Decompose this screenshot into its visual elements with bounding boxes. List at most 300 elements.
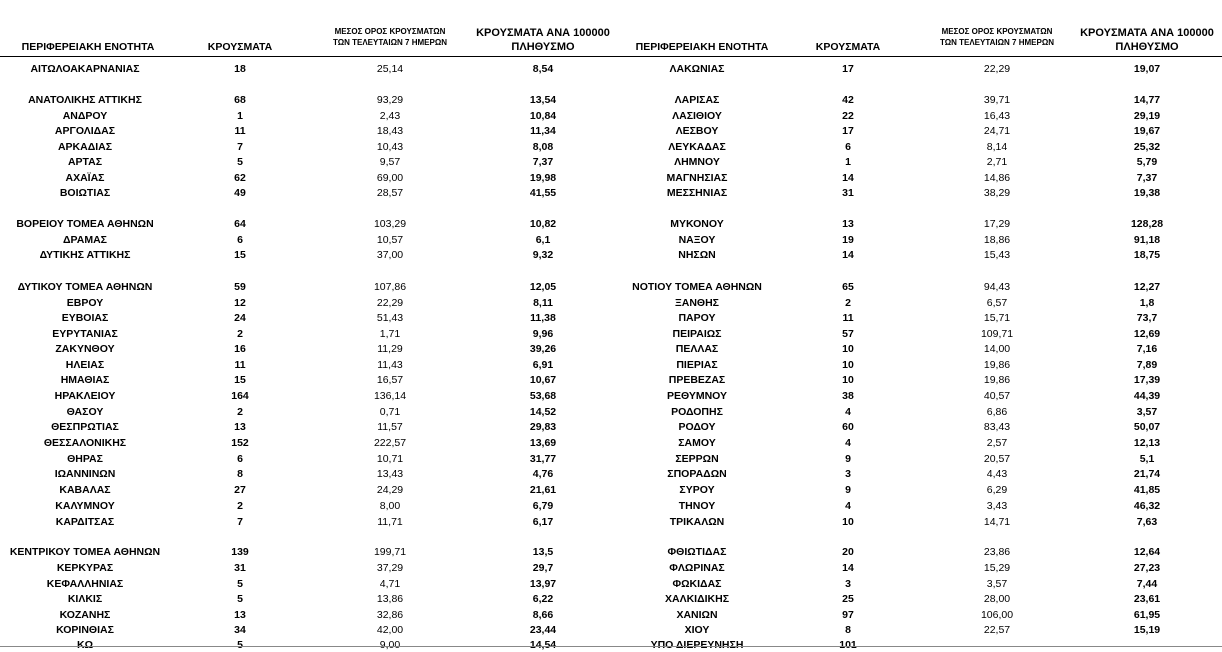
per100k-value: 19,07 (1133, 63, 1161, 75)
avg7-value: 10,57 (376, 234, 404, 246)
header-region: ΠΕΡΙΦΕΡΕΙΑΚΗ ΕΝΟΤΗΤΑ (635, 41, 769, 53)
region-name: ΣΠΟΡΑΔΩΝ (667, 468, 727, 480)
table-row (612, 358, 1222, 372)
per100k-value: 15,19 (1133, 624, 1161, 636)
per100k-value: 41,55 (529, 187, 557, 199)
avg7-value: 6,86 (986, 406, 1008, 418)
per100k-value: 19,38 (1133, 187, 1161, 199)
cases-value: 5 (237, 639, 243, 651)
header-per100k (1072, 26, 1222, 54)
cases-value: 10 (842, 359, 854, 371)
region-name: ΚΟΡΙΝΘΙΑΣ (56, 624, 114, 636)
table-row (0, 327, 612, 341)
table-row (612, 327, 1222, 341)
region-name: ΤΡΙΚΑΛΩΝ (669, 516, 725, 528)
region-name: ΣΕΡΡΩΝ (675, 453, 719, 465)
avg7-value: 24,29 (376, 484, 404, 496)
region-name: ΛΕΣΒΟΥ (675, 125, 719, 137)
per100k-value: 128,28 (1130, 218, 1164, 230)
per100k-value: 13,69 (529, 437, 557, 449)
per100k-value: 29,19 (1133, 110, 1161, 122)
per100k-value: 12,13 (1133, 437, 1161, 449)
avg7-value: 22,29 (376, 297, 404, 309)
cases-value: 101 (839, 639, 857, 651)
per100k-value: 8,66 (532, 609, 554, 621)
per100k-value: 8,08 (532, 141, 554, 153)
avg7-value: 28,57 (376, 187, 404, 199)
avg7-value: 22,57 (983, 624, 1011, 636)
per100k-value: 1,8 (1139, 297, 1155, 309)
table-row (0, 342, 612, 356)
cases-value: 27 (234, 484, 246, 496)
region-name: ΕΥΡΥΤΑΝΙΑΣ (52, 328, 118, 340)
per100k-value: 46,32 (1133, 500, 1161, 512)
cases-value: 1 (237, 110, 243, 122)
per100k-value: 13,97 (529, 578, 557, 590)
table-row (612, 499, 1222, 513)
table-row (612, 577, 1222, 591)
region-name: ΔΡΑΜΑΣ (63, 234, 107, 246)
table-row (0, 186, 612, 200)
avg7-value: 18,43 (376, 125, 404, 137)
region-name: ΚΑΡΔΙΤΣΑΣ (55, 516, 115, 528)
avg7-value: 13,86 (376, 593, 404, 605)
avg7-value: 40,57 (983, 390, 1011, 402)
region-name: ΑΙΤΩΛΟΑΚΑΡΝΑΝΙΑΣ (30, 63, 140, 75)
avg7-value: 107,86 (373, 281, 407, 293)
region-name: ΥΠΟ ΔΙΕΡΕΥΝΗΣΗ (650, 639, 744, 651)
cases-value: 16 (234, 343, 246, 355)
cases-value: 19 (842, 234, 854, 246)
per100k-value: 73,7 (1136, 312, 1158, 324)
per100k-value: 13,54 (529, 94, 557, 106)
region-name: ΗΜΑΘΙΑΣ (60, 374, 110, 386)
cases-value: 5 (237, 156, 243, 168)
region-name: ΝΗΣΩΝ (678, 249, 716, 261)
cases-value: 24 (234, 312, 246, 324)
table-row (0, 93, 612, 107)
table-row (612, 124, 1222, 138)
avg7-value: 15,29 (983, 562, 1011, 574)
cases-value: 6 (237, 453, 243, 465)
avg7-value: 19,86 (983, 374, 1011, 386)
avg7-value: 8,14 (986, 141, 1008, 153)
region-name: ΕΥΒΟΙΑΣ (61, 312, 109, 324)
cases-value: 7 (237, 516, 243, 528)
table-row (612, 389, 1222, 403)
avg7-value: 32,86 (376, 609, 404, 621)
per100k-value: 7,37 (1136, 172, 1158, 184)
cases-value: 11 (234, 359, 246, 371)
cases-value: 17 (842, 125, 854, 137)
per100k-value: 14,77 (1133, 94, 1161, 106)
avg7-value: 38,29 (983, 187, 1011, 199)
avg7-value: 106,00 (980, 609, 1014, 621)
cases-value: 14 (842, 172, 854, 184)
avg7-value: 14,86 (983, 172, 1011, 184)
per100k-value: 18,75 (1133, 249, 1161, 261)
table-row (612, 155, 1222, 169)
region-name: ΡΟΔΟΠΗΣ (671, 406, 723, 418)
table-row (0, 233, 612, 247)
region-name: ΖΑΚΥΝΘΟΥ (55, 343, 115, 355)
cases-value: 11 (842, 312, 854, 324)
table-row (0, 483, 612, 497)
header-per100k-line1: ΚΡΟΥΣΜΑΤΑ ΑΝΑ 100000 (1080, 27, 1214, 39)
header-avg7 (310, 26, 470, 48)
avg7-value: 3,57 (986, 578, 1008, 590)
cases-value: 31 (842, 187, 854, 199)
cases-value: 31 (234, 562, 246, 574)
avg7-value: 11,29 (377, 343, 403, 355)
per100k-value: 7,37 (532, 156, 554, 168)
per100k-value: 7,89 (1136, 359, 1158, 371)
table-row (612, 545, 1222, 559)
avg7-value: 9,57 (379, 156, 401, 168)
cases-value: 59 (234, 281, 246, 293)
per100k-value: 8,54 (532, 63, 554, 75)
region-name: ΔΥΤΙΚΗΣ ΑΤΤΙΚΗΣ (39, 249, 131, 261)
header-cases: ΚΡΟΥΣΜΑΤΑ (207, 41, 273, 53)
cases-value: 9 (845, 453, 851, 465)
per100k-value: 19,67 (1133, 125, 1161, 137)
avg7-value: 20,57 (983, 453, 1011, 465)
region-name: ΑΡΚΑΔΙΑΣ (57, 141, 113, 153)
table-row (0, 311, 612, 325)
per100k-value: 12,27 (1133, 281, 1161, 293)
cases-value: 60 (842, 421, 854, 433)
avg7-value: 22,29 (983, 63, 1011, 75)
cases-value: 6 (237, 234, 243, 246)
table-row (0, 638, 612, 652)
table-row (612, 592, 1222, 606)
avg7-value: 69,00 (376, 172, 404, 184)
region-name: ΛΕΥΚΑΔΑΣ (668, 141, 726, 153)
cases-value: 8 (845, 624, 851, 636)
per100k-value: 5,79 (1136, 156, 1158, 168)
header-avg7-line2: ΤΩΝ ΤΕΛΕΥΤΑΙΩΝ 7 ΗΜΕΡΩΝ (939, 38, 1055, 47)
region-name: ΛΗΜΝΟΥ (674, 156, 720, 168)
per100k-value: 44,39 (1133, 390, 1161, 402)
per100k-value: 21,74 (1133, 468, 1161, 480)
avg7-value: 16,57 (376, 374, 404, 386)
header-avg7-line1: ΜΕΣΟΣ ΟΡΟΣ ΚΡΟΥΣΜΑΤΩΝ (334, 27, 446, 36)
region-name: ΠΡΕΒΕΖΑΣ (668, 374, 726, 386)
cases-value: 5 (237, 593, 243, 605)
cases-value: 20 (842, 546, 854, 558)
cases-value: 18 (234, 63, 246, 75)
table-row (0, 592, 612, 606)
region-name: ΠΙΕΡΙΑΣ (676, 359, 718, 371)
avg7-value: 4,71 (379, 578, 401, 590)
table-row (612, 296, 1222, 310)
table-row (0, 124, 612, 138)
region-name: ΧΑΛΚΙΔΙΚΗΣ (664, 593, 730, 605)
region-name: ΧΑΝΙΩΝ (676, 609, 718, 621)
cases-value: 4 (845, 500, 851, 512)
avg7-value: 37,00 (376, 249, 404, 261)
region-name: ΒΟΙΩΤΙΑΣ (59, 187, 111, 199)
per100k-value: 7,63 (1136, 516, 1158, 528)
per100k-value: 21,61 (529, 484, 557, 496)
table-row (0, 577, 612, 591)
avg7-value: 14,00 (983, 343, 1011, 355)
region-name: ΔΥΤΙΚΟΥ ΤΟΜΕΑ ΑΘΗΝΩΝ (17, 281, 153, 293)
region-name: ΦΘΙΩΤΙΔΑΣ (667, 546, 727, 558)
per100k-value: 11,38 (530, 312, 556, 324)
region-name: ΡΕΘΥΜΝΟΥ (666, 390, 728, 402)
region-name: ΑΝΔΡΟΥ (62, 110, 108, 122)
header-avg7-line2: ΤΩΝ ΤΕΛΕΥΤΑΙΩΝ 7 ΗΜΕΡΩΝ (332, 38, 448, 47)
region-name: ΚΕΡΚΥΡΑΣ (56, 562, 114, 574)
table-row (612, 373, 1222, 387)
avg7-value: 0,71 (379, 406, 401, 418)
table-row (612, 467, 1222, 481)
cases-value: 2 (237, 406, 243, 418)
table-row (0, 405, 612, 419)
per100k-value: 13,5 (532, 546, 554, 558)
table-row (0, 389, 612, 403)
per100k-value: 14,52 (529, 406, 557, 418)
table-row (612, 186, 1222, 200)
region-name: ΠΕΛΛΑΣ (675, 343, 719, 355)
avg7-value: 199,71 (373, 546, 407, 558)
avg7-value: 16,43 (983, 110, 1011, 122)
cases-value: 3 (845, 578, 851, 590)
per100k-value: 10,84 (529, 110, 557, 122)
right-table (612, 0, 1222, 651)
region-name: ΣΥΡΟΥ (679, 484, 715, 496)
avg7-value: 25,14 (376, 63, 404, 75)
table-row (0, 452, 612, 466)
avg7-value: 17,29 (983, 218, 1011, 230)
per100k-value: 9,96 (532, 328, 554, 340)
cases-value: 57 (842, 328, 854, 340)
region-name: ΚΟΖΑΝΗΣ (59, 609, 111, 621)
table-row (0, 358, 612, 372)
region-name: ΠΑΡΟΥ (678, 312, 716, 324)
table-row (612, 280, 1222, 294)
cases-value: 9 (845, 484, 851, 496)
table-row (612, 93, 1222, 107)
table-row (612, 436, 1222, 450)
cases-value: 10 (842, 516, 854, 528)
region-name: ΘΑΣΟΥ (66, 406, 104, 418)
region-name: ΜΑΓΝΗΣΙΑΣ (666, 172, 728, 184)
table-row (0, 545, 612, 559)
per100k-value: 17,39 (1133, 374, 1161, 386)
avg7-value: 23,86 (983, 546, 1011, 558)
cases-value: 42 (842, 94, 854, 106)
region-name: ΝΑΞΟΥ (678, 234, 716, 246)
avg7-value: 1,71 (379, 328, 401, 340)
region-name: ΑΡΓΟΛΙΔΑΣ (54, 125, 116, 137)
cases-value: 25 (842, 593, 854, 605)
cases-value: 10 (842, 374, 854, 386)
table-row (0, 420, 612, 434)
table-row (612, 561, 1222, 575)
header-per100k (468, 26, 618, 54)
per100k-value: 6,1 (535, 234, 551, 246)
per100k-value: 6,91 (532, 359, 554, 371)
cases-value: 68 (234, 94, 246, 106)
region-name: ΛΑΣΙΘΙΟΥ (672, 110, 722, 122)
per100k-value: 29,83 (529, 421, 557, 433)
avg7-value: 83,43 (983, 421, 1011, 433)
region-name: ΜΕΣΣΗΝΙΑΣ (666, 187, 728, 199)
table-row (612, 452, 1222, 466)
header-per100k-line1: ΚΡΟΥΣΜΑΤΑ ΑΝΑ 100000 (476, 27, 610, 39)
avg7-value: 93,29 (376, 94, 404, 106)
cases-value: 4 (845, 406, 851, 418)
region-name: ΣΑΜΟΥ (678, 437, 716, 449)
table-row (612, 515, 1222, 529)
table-row (612, 342, 1222, 356)
region-name: ΗΛΕΙΑΣ (65, 359, 105, 371)
cases-value: 11 (234, 125, 246, 137)
per100k-value: 6,22 (532, 593, 554, 605)
avg7-value: 8,00 (379, 500, 401, 512)
table-row (0, 436, 612, 450)
cases-value: 12 (234, 297, 246, 309)
region-name: ΑΡΤΑΣ (67, 156, 103, 168)
table-row (0, 109, 612, 123)
per100k-value: 10,82 (529, 218, 557, 230)
table-row (0, 280, 612, 294)
per100k-value: 3,57 (1136, 406, 1158, 418)
cases-value: 2 (237, 328, 243, 340)
per100k-value: 4,76 (532, 468, 554, 480)
header-rule (0, 56, 612, 57)
avg7-value: 4,43 (986, 468, 1008, 480)
region-name: ΛΑΡΙΣΑΣ (674, 94, 720, 106)
avg7-value: 39,71 (983, 94, 1011, 106)
header-per100k-line2: ΠΛΗΘΥΣΜΟ (511, 41, 575, 53)
avg7-value: 11,43 (377, 359, 403, 371)
per100k-value: 5,1 (1139, 453, 1155, 465)
per100k-value: 27,23 (1133, 562, 1161, 574)
per100k-value: 41,85 (1133, 484, 1161, 496)
table-row (0, 217, 612, 231)
table-row (0, 373, 612, 387)
avg7-value: 11,57 (377, 421, 403, 433)
region-name: ΦΛΩΡΙΝΑΣ (669, 562, 725, 574)
avg7-value: 37,29 (376, 562, 404, 574)
per100k-value: 10,67 (529, 374, 557, 386)
table-row (612, 420, 1222, 434)
table-row (0, 499, 612, 513)
cases-value: 2 (237, 500, 243, 512)
cases-value: 10 (842, 343, 854, 355)
per100k-value: 7,16 (1136, 343, 1158, 355)
table-row (0, 296, 612, 310)
avg7-value: 136,14 (373, 390, 407, 402)
region-name: ΙΩΑΝΝΙΝΩΝ (54, 468, 116, 480)
avg7-value: 10,71 (376, 453, 404, 465)
region-name: ΘΗΡΑΣ (67, 453, 103, 465)
region-name: ΘΕΣΣΑΛΟΝΙΚΗΣ (43, 437, 127, 449)
cases-value: 5 (237, 578, 243, 590)
region-name: ΚΕΦΑΛΛΗΝΙΑΣ (46, 578, 124, 590)
table-row (612, 623, 1222, 637)
table-row (612, 109, 1222, 123)
cases-value: 14 (842, 249, 854, 261)
cases-value: 6 (845, 141, 851, 153)
per100k-value: 12,69 (1133, 328, 1161, 340)
header-avg7 (922, 26, 1072, 48)
avg7-value: 13,43 (376, 468, 404, 480)
per100k-value: 23,44 (529, 624, 557, 636)
avg7-value: 2,57 (986, 437, 1008, 449)
cases-value: 2 (845, 297, 851, 309)
table-row (612, 608, 1222, 622)
header-region: ΠΕΡΙΦΕΡΕΙΑΚΗ ΕΝΟΤΗΤΑ (21, 41, 155, 53)
cases-value: 13 (842, 218, 854, 230)
region-name: ΚΑΒΑΛΑΣ (59, 484, 111, 496)
header-cases: ΚΡΟΥΣΜΑΤΑ (815, 41, 881, 53)
per100k-value: 6,17 (532, 516, 554, 528)
table-row (0, 467, 612, 481)
cases-value: 49 (234, 187, 246, 199)
avg7-value: 103,29 (373, 218, 407, 230)
avg7-value: 15,71 (983, 312, 1011, 324)
cases-value: 8 (237, 468, 243, 480)
avg7-value: 24,71 (983, 125, 1011, 137)
cases-value: 22 (842, 110, 854, 122)
cases-value: 34 (234, 624, 246, 636)
region-name: ΚΩ (76, 639, 93, 651)
avg7-value: 2,71 (986, 156, 1008, 168)
cases-value: 4 (845, 437, 851, 449)
cases-value: 3 (845, 468, 851, 480)
region-name: ΘΕΣΠΡΩΤΙΑΣ (51, 421, 119, 433)
per100k-value: 25,32 (1133, 141, 1161, 153)
table-row (0, 623, 612, 637)
region-name: ΝΟΤΙΟΥ ΤΟΜΕΑ ΑΘΗΝΩΝ (632, 281, 762, 293)
per100k-value: 12,64 (1133, 546, 1161, 558)
cases-value: 13 (234, 609, 246, 621)
table-row (0, 608, 612, 622)
header-per100k-line2: ΠΛΗΘΥΣΜΟ (1115, 41, 1179, 53)
cases-value: 7 (237, 141, 243, 153)
avg7-value: 19,86 (983, 359, 1011, 371)
per100k-value: 61,95 (1133, 609, 1161, 621)
cases-value: 1 (845, 156, 851, 168)
region-name: ΑΝΑΤΟΛΙΚΗΣ ΑΤΤΙΚΗΣ (28, 94, 142, 106)
avg7-value: 11,71 (377, 516, 403, 528)
avg7-value: 15,43 (983, 249, 1011, 261)
table-row (612, 233, 1222, 247)
cases-value: 15 (234, 249, 246, 261)
per100k-value: 39,26 (529, 343, 557, 355)
cases-value: 38 (842, 390, 854, 402)
table-row (0, 140, 612, 154)
region-name: ΞΑΝΘΗΣ (675, 297, 719, 309)
per100k-value: 29,7 (532, 562, 554, 574)
cases-value: 15 (234, 374, 246, 386)
per100k-value: 11,34 (530, 125, 556, 137)
region-name: ΦΩΚΙΔΑΣ (672, 578, 722, 590)
table-row (612, 248, 1222, 262)
per100k-value: 31,77 (529, 453, 557, 465)
table-row (0, 515, 612, 529)
region-name: ΠΕΙΡΑΙΩΣ (672, 328, 722, 340)
avg7-value: 9,00 (379, 639, 401, 651)
table-row (0, 155, 612, 169)
avg7-value: 2,43 (379, 110, 401, 122)
table-row (612, 171, 1222, 185)
avg7-value: 51,43 (376, 312, 404, 324)
